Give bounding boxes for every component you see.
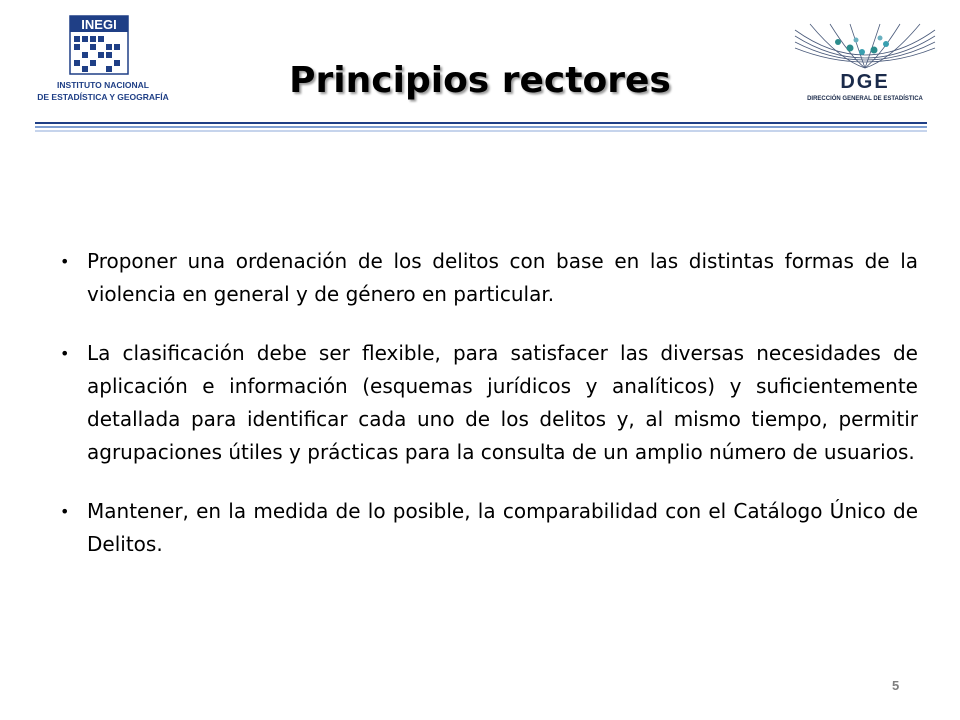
inegi-line2: DE ESTADÍSTICA Y GEOGRAFÍA (37, 92, 169, 102)
bullet-item-2 (60, 337, 918, 469)
bullet-item-1 (60, 245, 918, 311)
header-rule-light (35, 130, 927, 132)
inegi-acronym: INEGI (81, 17, 117, 32)
bullet-text: Mantener, en la medida de lo posible, la comparabilidad con el Catálogo Único de Delitos. (87, 499, 918, 556)
slide-title: Principios rectores (289, 60, 671, 101)
bullet-list (60, 245, 918, 587)
bullet-text: La clasificación debe ser flexible, para satisfacer las diversas necesidades de aplicación e información (esquemas jurídicos y analíticos) y suficientemente detallada para identificar cada uno de los delitos y, al mismo tiempo, permitir agrupaciones útiles y prácticas para la consulta de un amplio número de usuarios. (87, 341, 918, 464)
dge-tagline: DIRECCIÓN GENERAL DE ESTADÍSTICA (807, 96, 923, 102)
bullet-icon: • (60, 502, 70, 521)
inegi-line1: INSTITUTO NACIONAL (57, 80, 149, 90)
dge-acronym: DGE (840, 71, 890, 93)
bullet-icon: • (60, 252, 70, 271)
page-number: 5 (892, 678, 900, 693)
bullet-text: Proponer una ordenación de los delitos con base en las distintas formas de la violencia en general y de género en particular. (87, 249, 918, 306)
bullet-item-3 (60, 495, 918, 561)
bullet-icon: • (60, 344, 70, 363)
header-rule-mid (35, 126, 927, 128)
header-rule-dark (35, 122, 927, 124)
